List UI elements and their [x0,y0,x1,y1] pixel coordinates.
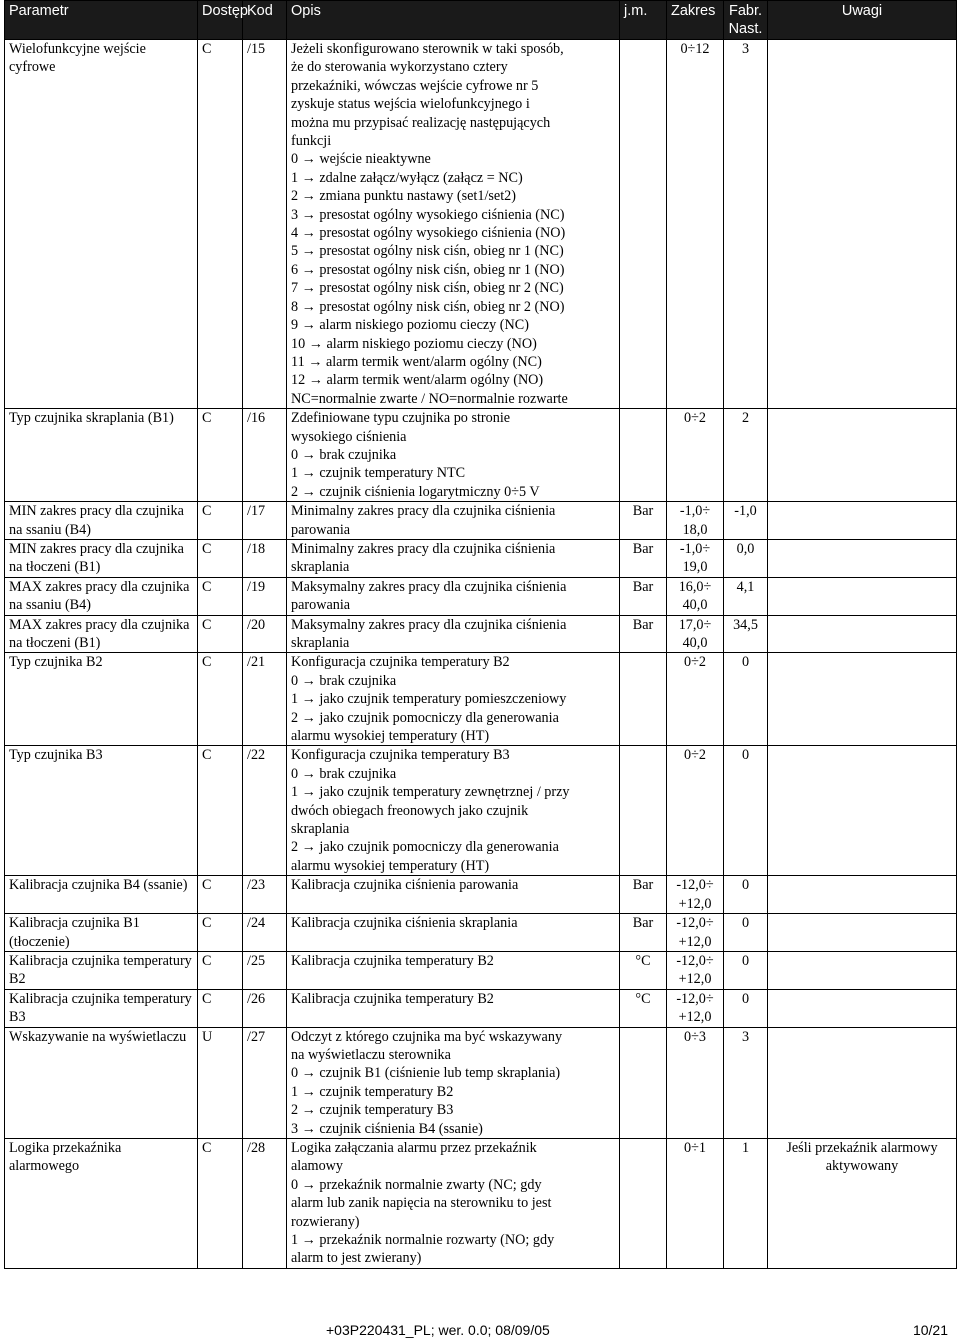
description-line: na wyświetlaczu sterownika [291,1046,451,1063]
description-line: 0 → wejście nieaktywne [291,151,431,168]
table-row [5,914,957,952]
notes-cell [768,577,957,615]
description-cell [287,876,620,914]
description-line: Kalibracja czujnika temperatury B2 [291,990,494,1007]
description-line: alamowy [291,1158,344,1175]
unit-cell: Bar [620,876,667,914]
table-row [5,40,957,409]
access-cell: C [198,539,243,577]
code-cell: /15 [243,40,287,409]
access-cell: C [198,577,243,615]
description-line: 8 → presostat ogólny nisk ciśn, obieg nr 2 (NO) [291,298,565,315]
table-row [5,951,957,989]
description-line: 1 → czujnik temperatury B2 [291,1083,454,1100]
description-line: że do sterowania wykorzystano cztery [291,59,508,76]
access-cell: C [198,951,243,989]
code-cell: /17 [243,502,287,540]
unit-cell: Bar [620,577,667,615]
description-line: parowania [291,521,351,538]
param-cell: Wskazywanie na wyświetlaczu [5,1027,198,1138]
code-cell: /20 [243,615,287,653]
notes-cell [768,615,957,653]
table-row [5,876,957,914]
header-desc: Opis [287,1,620,40]
description-line: można mu przypisać realizację następujących [291,114,551,131]
header-access: Dostęp [198,1,243,40]
description-cell [287,746,620,876]
range-cell: -1,0÷ 18,0 [667,502,724,540]
description-line: Minimalny zakres pracy dla czujnika ciśnienia [291,540,556,557]
table-body [5,40,957,1269]
description-line: Jeżeli skonfigurowano sterownik w taki sposób, [291,41,564,57]
description-line: 11 → alarm termik went/alarm ogólny (NC) [291,353,542,370]
code-cell: /18 [243,539,287,577]
unit-cell [620,653,667,746]
parameter-table [4,0,957,1269]
table-row [5,409,957,502]
code-cell: /28 [243,1138,287,1268]
notes-cell: Jeśli przekaźnik alarmowy aktywowany [768,1138,957,1268]
range-cell: -12,0÷ +12,0 [667,989,724,1027]
notes-cell [768,746,957,876]
description-line: wysokiego ciśnienia [291,428,407,445]
description-line: 10 → alarm niskiego poziomu cieczy (NO) [291,335,537,352]
range-cell: 0÷3 [667,1027,724,1138]
code-cell: /22 [243,746,287,876]
access-cell: C [198,1138,243,1268]
description-line: 0 → brak czujnika [291,672,397,689]
default-cell: 0 [724,746,768,876]
default-cell: 3 [724,40,768,409]
description-line: Odczyt z którego czujnika ma być wskazywany [291,1028,563,1045]
description-line: 3 → czujnik ciśnienia B4 (ssanie) [291,1120,483,1137]
table-row [5,502,957,540]
notes-cell [768,502,957,540]
code-cell: /27 [243,1027,287,1138]
default-cell: 1 [724,1138,768,1268]
param-cell: Kalibracja czujnika temperatury B3 [5,989,198,1027]
range-cell: 17,0÷ 40,0 [667,615,724,653]
description-cell [287,914,620,952]
description-cell [287,577,620,615]
table-row [5,615,957,653]
unit-cell: Bar [620,914,667,952]
description-line: Kalibracja czujnika ciśnienia skraplania [291,915,518,932]
table-row [5,577,957,615]
param-cell: MIN zakres pracy dla czujnika na ssaniu (B4) [5,502,198,540]
notes-cell [768,951,957,989]
code-cell: /21 [243,653,287,746]
range-cell: -1,0÷ 19,0 [667,539,724,577]
description-line: 3 → presostat ogólny wysokiego ciśnienia (NC) [291,206,565,223]
unit-cell: °C [620,989,667,1027]
description-line: skraplania [291,635,350,651]
description-line: 1 → jako czujnik temperatury pomieszczeniowy [291,691,567,708]
description-line: Minimalny zakres pracy dla czujnika ciśnienia [291,503,556,520]
description-line: alarm to jest zwierany) [291,1250,422,1267]
description-line: alarmu wysokiej temperatury (HT) [291,857,490,874]
table-row [5,746,957,876]
code-cell: /26 [243,989,287,1027]
range-cell: 0÷2 [667,746,724,876]
description-line: Konfiguracja czujnika temperatury B3 [291,747,510,764]
description-line: 1 → przekaźnik normalnie rozwarty (NO; gdy [291,1232,555,1248]
description-line: skraplania [291,559,350,576]
description-line: 0 → czujnik B1 (ciśnienie lub temp skraplania) [291,1065,561,1082]
access-cell: C [198,615,243,653]
description-line: 0 → przekaźnik normalnie zwarty (NC; gdy [291,1176,542,1193]
header-default: Fabr. Nast. [724,1,768,40]
footer-page-number: 10/21 [912,1322,948,1338]
description-line: 1 → jako czujnik temperatury zewnętrznej / przy [291,784,570,801]
default-cell: 4,1 [724,577,768,615]
description-cell [287,653,620,746]
default-cell: 2 [724,409,768,502]
description-line: 2 → jako czujnik pomocniczy dla generowania [291,839,559,856]
default-cell: -1,0 [724,502,768,540]
unit-cell [620,409,667,502]
header-code: Kod [243,1,287,40]
header-notes: Uwagi [768,1,957,40]
notes-cell [768,914,957,952]
header-range: Zakres [667,1,724,40]
code-cell: /25 [243,951,287,989]
code-cell: /16 [243,409,287,502]
table-row [5,539,957,577]
description-line: Kalibracja czujnika temperatury B2 [291,952,494,969]
code-cell: /23 [243,876,287,914]
table-row [5,1027,957,1138]
description-line: przekaźniki, wówczas wejście cyfrowe nr 5 [291,77,539,94]
code-cell: /24 [243,914,287,952]
description-line: alarm lub zanik napięcia na sterowniku to jest [291,1195,552,1212]
param-cell: Typ czujnika skraplania (B1) [5,409,198,502]
access-cell: C [198,914,243,952]
description-line: 0 → brak czujnika [291,446,397,463]
param-cell: MAX zakres pracy dla czujnika na ssaniu (B4) [5,577,198,615]
param-cell: Typ czujnika B3 [5,746,198,876]
description-cell [287,1138,620,1268]
notes-cell [768,989,957,1027]
description-line: Zdefiniowane typu czujnika po stronie [291,410,511,427]
description-cell [287,1027,620,1138]
description-line: funkcji [291,133,332,150]
notes-cell [768,1027,957,1138]
unit-cell [620,40,667,409]
param-cell: MAX zakres pracy dla czujnika na tłoczeni (B1) [5,615,198,653]
notes-cell [768,40,957,409]
param-cell: MIN zakres pracy dla czujnika na tłoczeni (B1) [5,539,198,577]
notes-cell [768,539,957,577]
unit-cell [620,746,667,876]
description-cell [287,951,620,989]
description-line: 5 → presostat ogólny nisk ciśn, obieg nr 1 (NC) [291,243,564,260]
description-cell [287,502,620,540]
description-line: 12 → alarm termik went/alarm ogólny (NO) [291,372,544,389]
description-line: Maksymalny zakres pracy dla czujnika ciśnienia [291,616,567,633]
description-line: 0 → brak czujnika [291,765,397,782]
description-line: 2 → czujnik temperatury B3 [291,1102,454,1119]
description-line: 6 → presostat ogólny nisk ciśn, obieg nr 1 (NO) [291,261,565,278]
description-line: alarmu wysokiej temperatury (HT) [291,728,490,745]
description-line: 2 → zmiana punktu nastawy (set1/set2) [291,188,516,205]
param-cell: Kalibracja czujnika B4 (ssanie) [5,876,198,914]
description-line: zyskuje status wejścia wielofunkcyjnego i [291,96,530,113]
default-cell: 0 [724,653,768,746]
default-cell: 0 [724,876,768,914]
description-line: 2 → jako czujnik pomocniczy dla generowania [291,709,559,726]
footer-document-id: +03P220431_PL; wer. 0.0; 08/09/05 [326,1322,550,1338]
access-cell: C [198,746,243,876]
unit-cell: Bar [620,615,667,653]
table-row [5,653,957,746]
description-line: Logika załączania alarmu przez przekaźnik [291,1139,537,1156]
access-cell: C [198,502,243,540]
table-row [5,1138,957,1268]
description-line: rozwierany) [291,1213,360,1230]
unit-cell: Bar [620,502,667,540]
range-cell: 0÷2 [667,653,724,746]
header-unit: j.m. [620,1,667,40]
range-cell: -12,0÷ +12,0 [667,914,724,952]
description-cell [287,989,620,1027]
description-line: 1 → czujnik temperatury NTC [291,465,466,482]
range-cell: 0÷2 [667,409,724,502]
default-cell: 34,5 [724,615,768,653]
description-line: 1 → zdalne załącz/wyłącz (załącz = NC) [291,169,523,186]
description-line: 9 → alarm niskiego poziomu cieczy (NC) [291,317,529,334]
description-line: Maksymalny zakres pracy dla czujnika ciśnienia [291,578,567,595]
range-cell: -12,0÷ +12,0 [667,876,724,914]
description-cell [287,40,620,409]
description-line: parowania [291,597,351,614]
access-cell: C [198,40,243,409]
param-cell: Kalibracja czujnika temperatury B2 [5,951,198,989]
access-cell: C [198,653,243,746]
access-cell: C [198,409,243,502]
default-cell: 0,0 [724,539,768,577]
description-line: skraplania [291,821,350,838]
description-line: 4 → presostat ogólny wysokiego ciśnienia (NO) [291,225,566,242]
table-row [5,989,957,1027]
notes-cell [768,409,957,502]
unit-cell: Bar [620,539,667,577]
range-cell: -12,0÷ +12,0 [667,951,724,989]
description-cell [287,539,620,577]
access-cell: C [198,876,243,914]
param-cell: Kalibracja czujnika B1 (tłoczenie) [5,914,198,952]
description-line: NC=normalnie zwarte / NO=normalnie rozwarte [291,390,568,407]
range-cell: 16,0÷ 40,0 [667,577,724,615]
unit-cell [620,1138,667,1268]
header-param: Parametr [5,1,198,40]
unit-cell [620,1027,667,1138]
code-cell: /19 [243,577,287,615]
access-cell: U [198,1027,243,1138]
param-cell: Wielofunkcyjne wejście cyfrowe [5,40,198,409]
notes-cell [768,653,957,746]
description-line: dwóch obiegach freonowych jako czujnik [291,802,529,819]
table-header-row [5,1,957,40]
access-cell: C [198,989,243,1027]
range-cell: 0÷12 [667,40,724,409]
description-line: 2 → czujnik ciśnienia logarytmiczny 0÷5 V [291,483,540,500]
range-cell: 0÷1 [667,1138,724,1268]
description-cell [287,409,620,502]
description-line: Konfiguracja czujnika temperatury B2 [291,654,510,671]
description-line: Kalibracja czujnika ciśnienia parowania [291,877,519,894]
default-cell: 3 [724,1027,768,1138]
param-cell: Typ czujnika B2 [5,653,198,746]
notes-cell [768,876,957,914]
description-line: 7 → presostat ogólny nisk ciśn, obieg nr 2 (NC) [291,280,564,297]
default-cell: 0 [724,989,768,1027]
param-cell: Logika przekaźnika alarmowego [5,1138,198,1268]
unit-cell: °C [620,951,667,989]
default-cell: 0 [724,951,768,989]
default-cell: 0 [724,914,768,952]
description-cell [287,615,620,653]
